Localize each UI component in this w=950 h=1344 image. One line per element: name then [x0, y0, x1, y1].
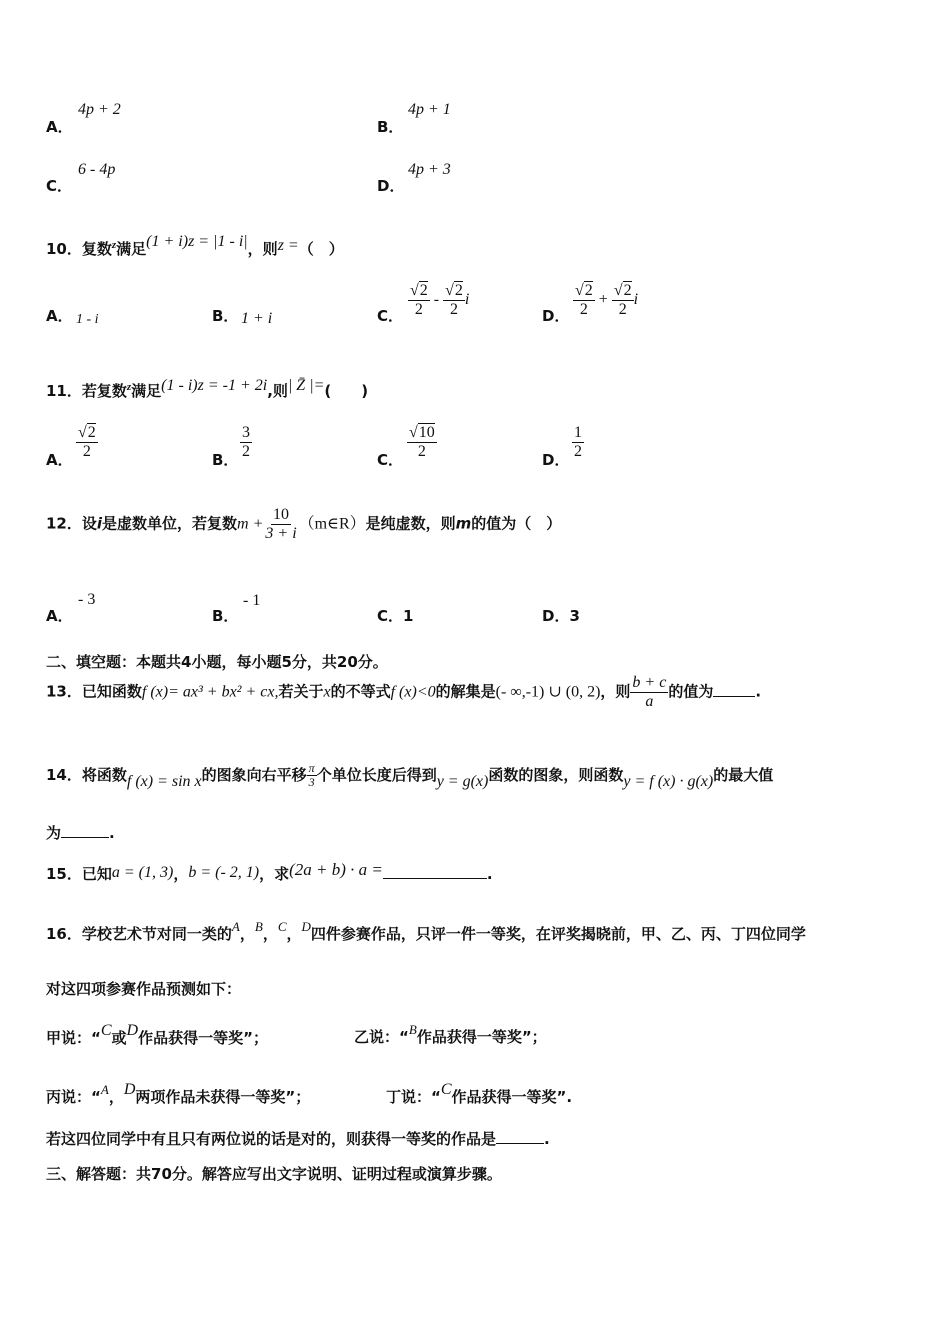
q11-stem [46, 377, 368, 401]
q10-d-den2: 2 [618, 300, 627, 318]
q15-expression: (2a + b) · a = [289, 860, 383, 879]
q10-d-den1: 2 [579, 300, 588, 318]
q12-option-c: C．1 [377, 607, 414, 625]
q14-product: y = f (x) · g(x) [623, 773, 714, 791]
q13-function: f (x)= ax³ + bx² + cx, [141, 683, 279, 701]
q10-c-minus: - [433, 290, 440, 308]
section-3-heading: 三、解答题：共70分。解答应写出文字说明、证明过程或演算步骤。 [46, 1165, 502, 1183]
q12-number: 12．设 [46, 514, 97, 533]
q12-i: i [96, 514, 103, 533]
q14-answer-blank[interactable] [61, 823, 109, 838]
q14-frac-den: 3 [308, 775, 315, 790]
q9-option-c-label: C． [46, 177, 73, 195]
q14-end: . [109, 824, 115, 842]
q10-c-sqrt2: 2 [454, 282, 463, 299]
q16-yi-post: 作品获得一等奖”； [416, 1028, 547, 1046]
q10-d-plus: + [598, 290, 608, 308]
q13-set: (- ∞,-1) ∪ (0, 2) [495, 683, 601, 701]
q11-d-den: 2 [574, 442, 582, 460]
q9-option-d-value: 4p + 3 [408, 161, 451, 178]
q12-text3: 的值为（ ） [471, 514, 562, 533]
q13-text3: 的解集是 [435, 682, 496, 701]
q11-d-num: 1 [574, 424, 582, 441]
q12-expr-m: m + [237, 515, 264, 533]
q9-option-d-label: D． [377, 177, 405, 195]
q9-option-a-value: 4p + 2 [78, 101, 121, 118]
q11-ask: | Z̄ |= [287, 377, 325, 394]
q16-bing-statement [46, 1081, 310, 1107]
q12-text1: 是虚数单位，若复数 [102, 514, 238, 533]
q16-bing-post: 两项作品未获得一等奖”； [135, 1088, 311, 1106]
q15-sep: ， [173, 865, 189, 883]
q10-d-i: i [633, 290, 639, 308]
q12-text2: 是纯虚数，则 [365, 514, 456, 533]
q11-b-num: 3 [242, 424, 250, 441]
q16-work-b: B [254, 919, 263, 934]
q11-option-b-label: B． [212, 451, 239, 469]
q15-answer-blank[interactable] [383, 864, 487, 879]
q16-work-d: D [301, 919, 311, 934]
q11-option-c-label: C． [377, 451, 404, 469]
q10-option-c-value: $\frac{√2}{2}$ - $\frac{√2}{2}$ i [410, 282, 470, 318]
q16-final-end: . [544, 1130, 550, 1148]
q16-bing-pre: 丙说：“ [46, 1088, 101, 1106]
q11-a-sqrt: 2 [87, 424, 96, 441]
q11-option-d-label: D． [542, 451, 570, 469]
q16-line2: 对这四项参赛作品预测如下： [46, 980, 242, 998]
q12-option-d: D．3 [542, 607, 580, 625]
q13-frac-den: a [645, 692, 654, 710]
q11-c-den: 2 [417, 442, 426, 460]
q14-text3: 函数的图象，则函数 [488, 766, 624, 785]
q16-jia-d: D [126, 1022, 139, 1039]
q16-comma-1: ， [239, 925, 255, 943]
q16-yi-pre: 乙说：“ [354, 1028, 409, 1046]
q11-b-den: 2 [242, 442, 250, 460]
q9-option-a-label: A． [46, 118, 73, 136]
section-2-heading: 二、填空题：本题共4小题，每小题5分，共20分。 [46, 653, 388, 671]
q10-paren: （ ） [298, 240, 344, 258]
q13-text1: 若关于 [278, 682, 324, 701]
q16-ding-statement [386, 1081, 572, 1107]
q14-number: 14．将函数 [46, 766, 127, 785]
q16-comma-3: ， [286, 925, 302, 943]
q11-option-c-value: $\frac{√10}{2}$ [409, 424, 435, 460]
q13-stem [46, 674, 761, 710]
q10-option-c-label: C． [377, 307, 404, 325]
q10-c-den1: 2 [414, 300, 423, 318]
q10-number: 10．复数 [46, 240, 112, 258]
q12-option-b-value: - 1 [243, 592, 261, 609]
q10-c-i: i [464, 290, 470, 308]
q10-c-sqrt1: 2 [419, 282, 428, 299]
q11-var-z: z [126, 381, 132, 393]
q16-yi-b: B [408, 1022, 417, 1037]
q14-line2 [46, 822, 115, 843]
q12-option-a-value: - 3 [78, 591, 96, 608]
q13-inequality: f (x)<0 [390, 683, 436, 701]
q11-number: 11．若复数 [46, 382, 127, 400]
q13-text2: 的不等式 [330, 682, 391, 701]
q12-option-a-label: A． [46, 607, 73, 625]
q12-option-b-label: B． [212, 607, 239, 625]
q13-number: 13．已知函数 [46, 682, 142, 701]
q10-option-d-value: $\frac{√2}{2}$ + $\frac{√2}{2}$ i [575, 282, 639, 318]
q16-yi-statement [354, 1022, 547, 1047]
q11-option-a-value: $\frac{√2}{2}$ [78, 424, 96, 460]
q16-jia-or: 或 [111, 1029, 127, 1047]
q15-vector-a: a = (1, 3) [111, 864, 174, 881]
q10-ask: z = [277, 237, 299, 254]
q14-function: f (x) = sin x [126, 773, 202, 791]
q14-text4: 的最大值 [713, 766, 774, 785]
q10-stem [46, 233, 344, 259]
q13-answer-blank[interactable] [713, 682, 755, 697]
q12-stem [46, 506, 561, 542]
q16-ding-c: C [440, 1081, 452, 1098]
q11-option-d-value [572, 424, 584, 460]
q16-answer-blank[interactable] [496, 1129, 544, 1144]
q16-bing-a: A [100, 1082, 109, 1097]
q16-ding-post: 作品获得一等奖”. [451, 1088, 573, 1106]
q15-vector-b: b = (- 2, 1) [188, 864, 260, 881]
q10-text2: ，则 [247, 240, 278, 258]
q11-option-a-label: A． [46, 451, 73, 469]
q10-option-d-label: D． [542, 307, 570, 325]
q16-final-text: 若这四位同学中有且只有两位说的话是对的，则获得一等奖的作品是 [46, 1130, 497, 1148]
q14-text1: 的图象向右平移 [201, 766, 307, 785]
q10-option-b-value: 1 + i [241, 310, 273, 327]
q14-line2-text: 为 [46, 824, 62, 842]
q16-bing-d: D [123, 1081, 136, 1098]
q12-condition: （m∈R） [298, 515, 366, 533]
q10-condition: (1 + i)z = |1 - i| [146, 233, 248, 250]
q10-option-a-label: A． [46, 307, 73, 325]
q13-x: x [323, 683, 331, 701]
q11-option-b-value [240, 424, 252, 460]
q10-option-a-value: 1 - i [76, 312, 99, 327]
q10-text1: 满足 [116, 240, 147, 258]
q12-m: m [455, 514, 472, 533]
q16-comma-2: ， [262, 925, 278, 943]
q9-option-b-label: B． [377, 118, 404, 136]
q12-frac-den: 3 + i [265, 524, 297, 542]
q11-text2: ,则 [267, 382, 288, 400]
q16-work-a: A [231, 919, 240, 934]
q12-frac-num: 10 [273, 506, 290, 523]
q16-jia-post: 作品获得一等奖”； [138, 1029, 268, 1047]
q16-jia-statement [46, 1022, 268, 1048]
q11-a-den: 2 [82, 442, 91, 460]
q10-option-b-label: B． [212, 307, 239, 325]
q10-d-sqrt1: 2 [584, 282, 593, 299]
q14-stem [46, 762, 773, 791]
q15-number: 15．已知 [46, 865, 112, 883]
q13-text4: ，则 [600, 682, 631, 701]
q9-option-c-value: 6 - 4p [78, 161, 116, 178]
q15-stem [46, 860, 493, 884]
q16-ding-pre: 丁说：“ [386, 1088, 441, 1106]
q13-text5: 的值为 [668, 682, 714, 701]
q16-stem [46, 919, 806, 944]
q16-jia-pre: 甲说：“ [46, 1029, 101, 1047]
q16-work-c: C [277, 919, 287, 934]
q13-frac-num: b + c [632, 674, 667, 691]
q14-g-function: y = g(x) [436, 773, 489, 791]
q11-c-sqrt: 10 [418, 424, 435, 441]
q10-c-den2: 2 [450, 300, 458, 318]
q15-end: . [486, 865, 493, 883]
q10-d-sqrt2: 2 [623, 282, 632, 299]
q16-text1: 四件参赛作品，只评一件一等奖，在评奖揭晓前，甲、乙、丙、丁四位同学 [310, 925, 806, 943]
q9-option-b-value: 4p + 1 [408, 101, 451, 118]
q16-number: 16．学校艺术节对同一类的 [46, 925, 232, 943]
q16-final [46, 1128, 550, 1149]
q15-text1: ，求 [259, 865, 290, 883]
q11-text1: 满足 [131, 382, 162, 400]
q14-frac-num: π [308, 761, 315, 775]
q11-condition: (1 - i)z = -1 + 2i [161, 377, 268, 394]
q13-end: . [755, 682, 762, 701]
q16-jia-c: C [100, 1022, 112, 1039]
q10-var-z: z [111, 239, 117, 251]
q14-text2: 个单位长度后得到 [316, 766, 437, 785]
q11-paren: ( ) [324, 382, 369, 400]
q16-bing-comma: ， [108, 1088, 124, 1106]
